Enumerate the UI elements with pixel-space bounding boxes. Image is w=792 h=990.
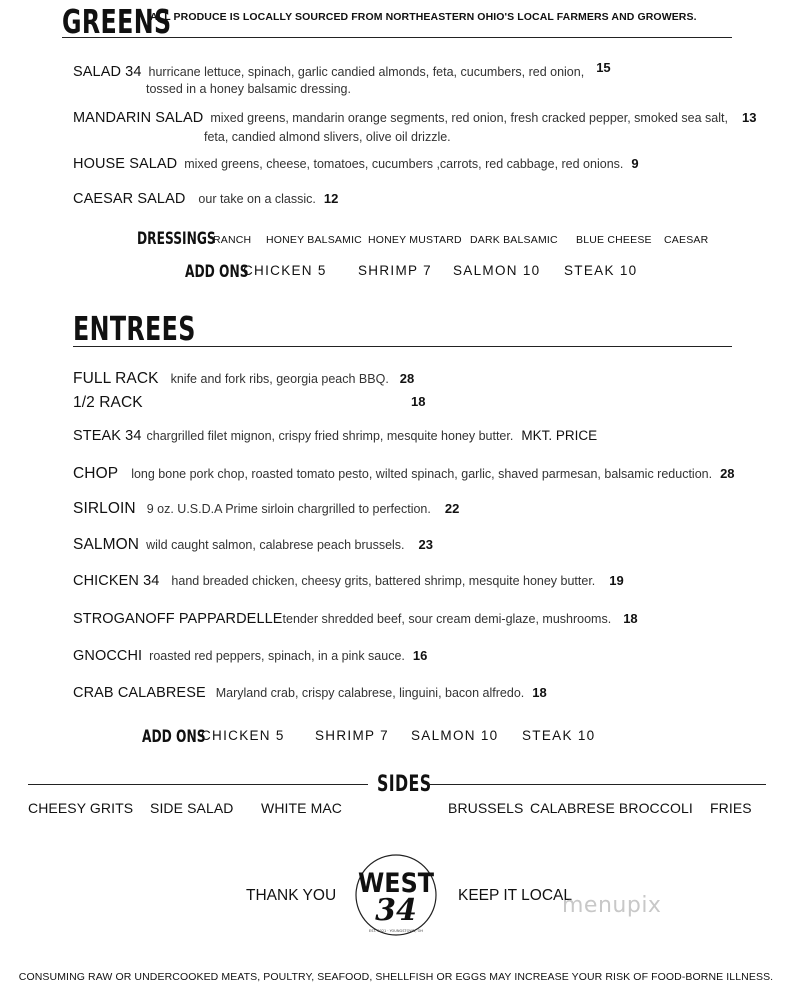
logo-icon xyxy=(353,852,439,938)
addons-label: ADD ONS xyxy=(185,262,249,282)
item-price: 18 xyxy=(532,685,547,700)
item-name: 1/2 RACK xyxy=(73,394,143,411)
item-desc: hand breaded chicken, cheesy grits, battered shrimp, mesquite honey butter. xyxy=(171,574,596,588)
item-desc: mixed greens, cheese, tomatoes, cucumbers ,carrots, red cabbage, red onions. xyxy=(184,157,624,171)
menu-item xyxy=(73,370,414,388)
item-name: FULL RACK xyxy=(73,370,159,387)
menu-item xyxy=(73,500,459,518)
menu-item xyxy=(73,428,597,444)
item-desc: chargrilled filet mignon, crispy fried shrimp, mesquite honey butter. xyxy=(146,429,514,443)
item-price: 19 xyxy=(609,573,624,588)
health-disclaimer: CONSUMING RAW OR UNDERCOOKED MEATS, POULTRY, SEAFOOD, SHELLFISH OR EGGS MAY INCREASE YOUR RISK OF FOOD-BORNE ILLNESS. xyxy=(18,971,774,983)
item-price: MKT. PRICE xyxy=(521,428,598,443)
greens-title: GREENS xyxy=(62,2,172,41)
watermark: menupix xyxy=(562,893,662,918)
addon-option: STEAK 10 xyxy=(522,728,596,743)
addon-option: SHRIMP 7 xyxy=(358,263,432,278)
side-item: BRUSSELS xyxy=(448,800,524,816)
item-name: CRAB CALABRESE xyxy=(73,685,206,701)
item-desc-cont: tossed in a honey balsamic dressing. xyxy=(146,82,351,96)
item-desc: our take on a classic. xyxy=(198,192,316,206)
item-price: 9 xyxy=(631,156,639,171)
logo-ring-text: EST. 2021 · YOUNGSTOWN, OH xyxy=(368,929,424,933)
dressings-label: DRESSINGS xyxy=(137,229,216,249)
item-price: 28 xyxy=(720,466,735,481)
menu-item xyxy=(73,611,638,627)
greens-divider xyxy=(62,37,732,38)
dressing-option: HONEY MUSTARD xyxy=(368,234,462,246)
addon-option: CHICKEN 5 xyxy=(201,728,285,743)
item-price: 13 xyxy=(741,110,757,125)
addon-option: SALMON 10 xyxy=(453,263,541,278)
side-item: SIDE SALAD xyxy=(150,800,234,816)
west34-logo xyxy=(353,852,439,938)
dressing-option: HONEY BALSAMIC xyxy=(266,234,362,246)
item-name: CAESAR SALAD xyxy=(73,191,186,207)
menu-item xyxy=(73,536,433,554)
entrees-title: ENTREES xyxy=(73,309,196,348)
sides-divider-left xyxy=(28,784,368,785)
entrees-divider xyxy=(73,346,732,347)
item-desc: roasted red peppers, spinach, in a pink sauce. xyxy=(149,649,405,663)
item-name: CHOP xyxy=(73,465,119,482)
item-name: STEAK 34 xyxy=(73,428,142,444)
addons-label: ADD ONS xyxy=(142,727,206,747)
item-desc: Maryland crab, crispy calabrese, linguini, bacon alfredo. xyxy=(215,686,525,700)
logo-word: WEST xyxy=(358,868,435,899)
addon-option: CHICKEN 5 xyxy=(243,263,327,278)
menu-item xyxy=(73,573,624,589)
item-name: GNOCCHI xyxy=(73,648,143,664)
menu-item xyxy=(73,110,756,126)
addon-option: SALMON 10 xyxy=(411,728,499,743)
item-name: SALAD 34 xyxy=(73,64,142,80)
item-desc: knife and fork ribs, georgia peach BBQ. xyxy=(170,372,389,386)
menu-item xyxy=(73,648,427,664)
item-price: 23 xyxy=(418,537,434,552)
item-desc-cont: feta, candied almond slivers, olive oil drizzle. xyxy=(204,130,451,144)
logo-number: 34 xyxy=(375,893,417,928)
dressing-option: BLUE CHEESE xyxy=(576,234,652,246)
item-price: 12 xyxy=(323,191,339,206)
menu-item xyxy=(73,685,547,701)
item-name: SIRLOIN xyxy=(73,500,136,517)
item-name: MANDARIN SALAD xyxy=(73,110,204,126)
dressing-option: DARK BALSAMIC xyxy=(470,234,558,246)
item-price: 28 xyxy=(399,371,415,386)
dressing-option: CAESAR xyxy=(664,234,709,246)
item-desc: hurricane lettuce, spinach, garlic candied almonds, feta, cucumbers, red onion, xyxy=(148,65,585,79)
side-item: CHEESY GRITS xyxy=(28,800,134,816)
item-desc: tender shredded beef, sour cream demi-glaze, mushrooms. xyxy=(282,612,612,626)
item-name: CHICKEN 34 xyxy=(73,573,160,589)
side-item: FRIES xyxy=(710,800,752,816)
thank-you-text: THANK YOU xyxy=(246,887,337,904)
item-desc: long bone pork chop, roasted tomato pesto, wilted spinach, garlic, shaved parmesan, balsamic reduction. xyxy=(131,467,713,481)
menu-item xyxy=(73,156,639,172)
item-desc: mixed greens, mandarin orange segments, red onion, fresh cracked pepper, smoked sea salt, xyxy=(210,111,728,125)
item-price: 18 xyxy=(411,394,426,409)
item-price: 22 xyxy=(444,501,460,516)
item-price: 15 xyxy=(596,60,611,75)
side-item: CALABRESE BROCCOLI xyxy=(530,800,693,816)
menu-item xyxy=(73,191,338,207)
item-price: 16 xyxy=(412,648,428,663)
item-price: 18 xyxy=(623,611,638,626)
menu-item xyxy=(73,465,735,483)
item-desc: 9 oz. U.S.D.A Prime sirloin chargrilled to perfection. xyxy=(146,502,431,516)
item-name: HOUSE SALAD xyxy=(73,156,178,172)
addon-option: STEAK 10 xyxy=(564,263,638,278)
addon-option: SHRIMP 7 xyxy=(315,728,389,743)
item-name: SALMON xyxy=(73,536,140,553)
menu-item xyxy=(73,60,611,80)
side-item: WHITE MAC xyxy=(261,800,343,816)
dressing-option: RANCH xyxy=(213,234,252,246)
item-name: STROGANOFF PAPPARDELLE xyxy=(73,611,283,627)
item-desc: wild caught salmon, calabrese peach brussels. xyxy=(146,538,405,552)
sides-divider-right xyxy=(426,784,766,785)
sides-title: SIDES xyxy=(377,772,432,797)
greens-note: ALL PRODUCE IS LOCALLY SOURCED FROM NORTHEASTERN OHIO'S LOCAL FARMERS AND GROWERS. xyxy=(150,11,697,23)
keep-it-local-text: KEEP IT LOCAL xyxy=(458,887,573,904)
